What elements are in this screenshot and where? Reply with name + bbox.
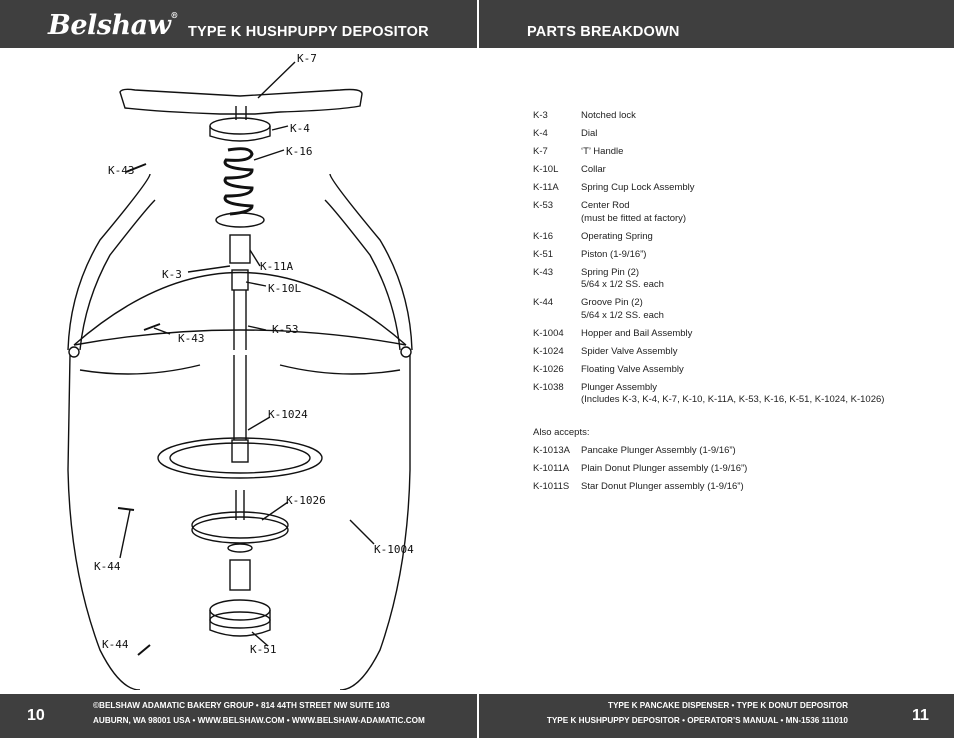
label-k1024: K-1024 (268, 408, 308, 421)
part-code: K-1013A (533, 445, 570, 456)
part-row (533, 382, 884, 407)
part-description-text: Spider Valve Assembly (581, 345, 678, 357)
t-handle-shape (120, 89, 362, 114)
part-row (533, 481, 884, 494)
label-k1004: K-1004 (374, 543, 414, 556)
part-description-text: Pancake Plunger Assembly (1-9/16”) (581, 445, 736, 456)
footer-manual-line2: TYPE K HUSHPUPPY DEPOSITOR • OPERATOR’S MANUAL • MN-1536 111010 (546, 716, 848, 725)
footer-address-line1: ©BELSHAW ADAMATIC BAKERY GROUP • 814 44TH STREET NW SUITE 103 (93, 701, 390, 710)
part-code: K-1011A (533, 463, 570, 474)
belshaw-logo: Belshaw® (48, 10, 178, 41)
label-k7: K-7 (297, 52, 317, 65)
footer-manual-line1: TYPE K PANCAKE DISPENSER • TYPE K DONUT DEPOSITOR (607, 701, 848, 710)
part-row (533, 463, 884, 476)
part-code: K-1024 (533, 345, 564, 357)
part-code: K-51 (533, 248, 554, 260)
part-row (533, 128, 884, 141)
parts-list (533, 110, 884, 499)
part-description-text: Spring Pin (2) (581, 266, 640, 278)
label-k4: K-4 (290, 122, 310, 135)
part-row (533, 346, 884, 359)
page-number-left: 10 (27, 707, 45, 724)
part-note: 5/64 x 1/2 SS. each (581, 279, 664, 290)
part-code: K-43 (533, 266, 554, 278)
part-row (533, 146, 884, 159)
part-row (533, 200, 884, 225)
part-code: K-3 (533, 110, 548, 121)
part-code: K-53 (533, 200, 554, 211)
part-description (581, 463, 747, 476)
part-description-text: Plunger Assembly (581, 381, 658, 393)
footer-manual-info (547, 698, 848, 728)
parts-diagram (40, 50, 440, 690)
label-k43-mid: K-43 (178, 332, 205, 345)
part-note: 5/64 x 1/2 SS. each (581, 309, 664, 321)
part-code: K-4 (533, 128, 548, 139)
part-description (581, 128, 597, 141)
part-description-text: Groove Pin (2) (581, 297, 643, 308)
part-code: K-7 (533, 146, 548, 157)
part-description (581, 182, 695, 195)
part-row (533, 445, 884, 458)
part-row (533, 297, 884, 322)
part-description-text: Piston (1-9/16”) (581, 248, 647, 260)
part-description-text: Spring Cup Lock Assembly (581, 182, 695, 193)
part-code: K-1004 (533, 327, 564, 339)
label-k11a: K-11A (260, 260, 294, 273)
part-code: K-11A (533, 182, 559, 193)
part-row (533, 364, 884, 377)
part-description-text: Dial (581, 128, 598, 139)
part-description (581, 445, 736, 458)
part-description (581, 146, 623, 159)
part-description-text: Notched lock (581, 110, 636, 121)
part-code: K-10L (533, 164, 559, 175)
part-row (533, 231, 884, 244)
page-number-right: 11 (912, 707, 929, 724)
part-description (581, 231, 653, 244)
part-description (581, 164, 606, 177)
part-description-text: ‘T’ Handle (581, 146, 624, 157)
part-description (581, 267, 664, 292)
part-row (533, 164, 884, 177)
header-divider (477, 0, 479, 48)
part-row (533, 267, 884, 292)
part-note: (must be fitted at factory) (581, 212, 687, 224)
footer-address-line2: AUBURN, WA 98001 USA • WWW.BELSHAW.COM • WWW.BELSHAW-ADAMATIC.COM (93, 716, 425, 725)
label-k51: K-51 (250, 643, 277, 656)
part-description (581, 346, 677, 359)
part-description-text: Collar (581, 164, 606, 175)
label-k44-mid: K-44 (94, 560, 121, 573)
part-description-text: Plain Donut Plunger assembly (1-9/16”) (581, 463, 748, 474)
left-page-title: TYPE K HUSHPUPPY DEPOSITOR (188, 24, 429, 40)
part-description-text: Floating Valve Assembly (581, 363, 684, 375)
part-description (581, 328, 692, 341)
part-description-text: Star Donut Plunger assembly (1-9/16”) (581, 481, 744, 492)
footer-divider (477, 694, 479, 738)
part-note: (Includes K-3, K-4, K-7, K-10, K-11A, K-53, K-16, K-51, K-1024, K-1026) (581, 394, 885, 405)
label-k3: K-3 (162, 268, 182, 281)
part-description (581, 110, 636, 123)
part-description (581, 297, 664, 322)
part-description (581, 200, 686, 225)
part-description-text: Hopper and Bail Assembly (581, 327, 693, 339)
part-row (533, 110, 884, 123)
label-k53: K-53 (272, 323, 299, 336)
part-description (581, 382, 884, 407)
label-k16: K-16 (286, 145, 313, 158)
part-description (581, 364, 684, 377)
part-row (533, 182, 884, 195)
part-description-text: Center Rod (581, 200, 630, 211)
part-row (533, 249, 884, 262)
part-description (581, 249, 646, 262)
part-code: K-1011S (533, 481, 570, 492)
label-k10l: K-10L (268, 282, 302, 295)
label-k43-top: K-43 (108, 164, 135, 177)
part-code: K-16 (533, 230, 554, 242)
footer-address (93, 698, 425, 728)
part-row (533, 328, 884, 341)
right-page-title: PARTS BREAKDOWN (527, 24, 680, 40)
also-accepts-label: Also accepts: (533, 426, 590, 438)
part-description-text: Operating Spring (581, 230, 653, 242)
part-code: K-44 (533, 297, 554, 308)
label-k1026: K-1026 (286, 494, 326, 507)
label-k44-bottom: K-44 (102, 638, 129, 651)
part-description (581, 481, 744, 494)
part-code: K-1038 (533, 381, 564, 393)
part-code: K-1026 (533, 363, 564, 375)
